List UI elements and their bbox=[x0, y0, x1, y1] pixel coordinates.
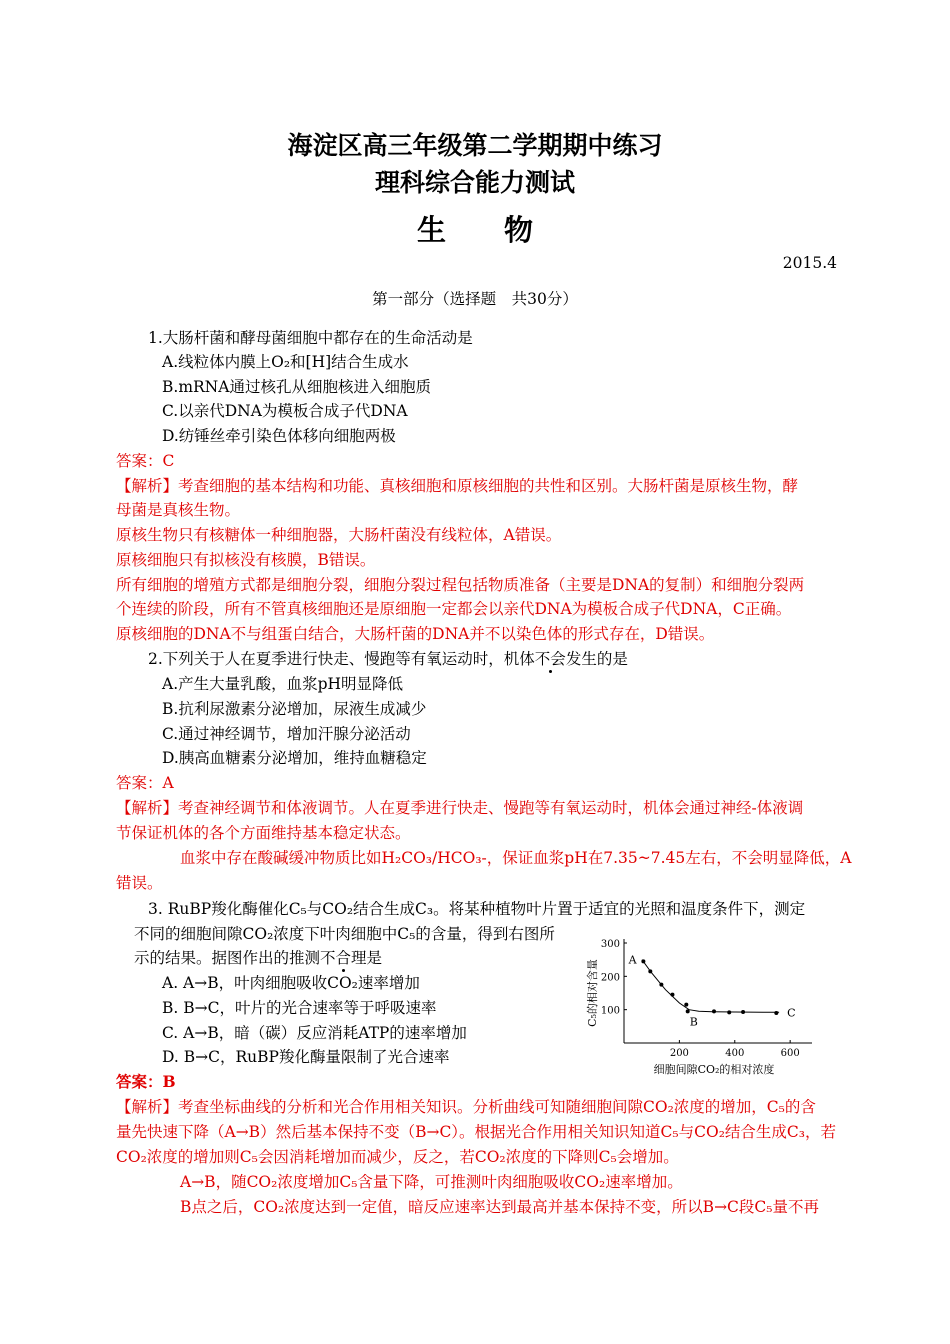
q1-explanation-line: 原核细胞只有拟核没有核膜，B错误。 bbox=[116, 551, 376, 569]
y-tick-label: 300 bbox=[600, 939, 620, 950]
q3-stem-line: 不同的细胞间隙CO₂浓度下叶肉细胞中C₅的含量，得到右图所 bbox=[134, 925, 555, 943]
q2-option-d: D.胰高血糖素分泌增加，维持血糖稳定 bbox=[162, 749, 427, 767]
q2-emphasis-text: 不会 bbox=[534, 650, 566, 668]
q1-explanation-line: 原核生物只有核糖体一种细胞器，大肠杆菌没有线粒体，A错误。 bbox=[116, 526, 562, 544]
q3-explanation-line: A→B，随CO₂浓度增加C₅含量下降，可推测叶肉细胞吸收CO₂速率增加。 bbox=[180, 1173, 683, 1191]
data-point bbox=[774, 1011, 778, 1015]
q3-stem-text: 示的结果。据图作出的推测 bbox=[134, 949, 321, 967]
x-tick-label: 200 bbox=[669, 1048, 689, 1059]
data-point bbox=[727, 1010, 731, 1014]
q1-explanation-line: 所有细胞的增殖方式都是细胞分裂，细胞分裂过程包括物质准备（主要是DNA的复制）和细胞分裂两 bbox=[116, 576, 805, 594]
point-label-b: B bbox=[689, 1015, 698, 1029]
q2-option-a: A.产生大量乳酸，血浆pH明显降低 bbox=[162, 675, 404, 693]
point-label-a: A bbox=[628, 953, 637, 967]
data-point bbox=[659, 983, 663, 987]
q3-stem-text-end: 是 bbox=[366, 949, 383, 967]
q1-explanation-line: 母菌是真核生物。 bbox=[116, 501, 241, 519]
q2-explanation-line: 【解析】考查神经调节和体液调节。人在夏季进行快走、慢跑等有氧运动时，机体会通过神经-体液调 bbox=[116, 799, 804, 817]
subject-title: 生 物 bbox=[416, 213, 533, 247]
exam-date: 2015.4 bbox=[782, 254, 837, 272]
q3-stem-line bbox=[134, 948, 382, 968]
data-point bbox=[712, 1009, 716, 1013]
q1-answer: 答案：C bbox=[116, 452, 175, 470]
q3-explanation-line: CO₂浓度的增加则C₅会因消耗增加而减少，反之，若CO₂浓度的下降则C₅会增加。 bbox=[116, 1148, 679, 1166]
q3-stem: 3. RuBP羧化酶催化C₅与CO₂结合生成C₃。将某种植物叶片置于适宜的光照和温度条件下，测定 bbox=[148, 900, 806, 918]
q3-answer: 答案：B bbox=[116, 1072, 176, 1091]
q3-option-a: A. A→B，叶肉细胞吸收CO₂速率增加 bbox=[162, 974, 420, 992]
document-subtitle: 理科综合能力测试 bbox=[374, 168, 575, 197]
q2-stem bbox=[148, 649, 628, 669]
q3-option-d: D. B→C，RuBP羧化酶量限制了光合速率 bbox=[162, 1048, 450, 1066]
chart-points bbox=[641, 959, 778, 1015]
q2-answer: 答案：A bbox=[116, 774, 174, 792]
q3-emphasis-text: 不合理 bbox=[320, 949, 367, 967]
x-axis-label: 细胞间隙CO₂的相对浓度 bbox=[653, 1063, 775, 1076]
q2-option-b: B.抗利尿激素分泌增加，尿液生成减少 bbox=[162, 700, 427, 718]
chart-axes bbox=[585, 939, 812, 1076]
q3-explanation-line: 【解析】考查坐标曲线的分析和光合作用相关知识。分析曲线可知随细胞间隙CO₂浓度的增加，C₅的含 bbox=[116, 1098, 816, 1116]
q3-option-c: C. A→B，暗（碳）反应消耗ATP的速率增加 bbox=[162, 1024, 467, 1042]
q1-option-b: B.mRNA通过核孔从细胞核进入细胞质 bbox=[162, 378, 431, 396]
data-point bbox=[648, 969, 652, 973]
q2-explanation-line: 节保证机体的各个方面维持基本稳定状态。 bbox=[116, 824, 411, 842]
q2-stem-text-end: 发生的是 bbox=[565, 650, 628, 668]
q2-explanation-line: 错误。 bbox=[116, 874, 163, 892]
y-axis-label: C₅的相对含量 bbox=[586, 959, 599, 1027]
q2-explanation-line: 血浆中存在酸碱缓冲物质比如H₂CO₃/HCO₃-，保证血浆pH在7.35~7.45左右，不会明显降低，A bbox=[180, 849, 852, 867]
document-title: 海淀区高三年级第二学期期中练习 bbox=[287, 131, 663, 160]
data-point bbox=[641, 959, 645, 963]
chart-labels bbox=[628, 954, 796, 1029]
q3-option-b: B. B→C，叶片的光合速率等于呼吸速率 bbox=[162, 999, 437, 1017]
point-label-c: C bbox=[787, 1006, 796, 1020]
c5-content-chart bbox=[584, 935, 820, 1077]
data-point bbox=[684, 1003, 688, 1007]
q1-explanation-line: 原核细胞的DNA不与组蛋白结合，大肠杆菌的DNA并不以染色体的形式存在，D错误。 bbox=[116, 625, 715, 643]
y-tick-label: 100 bbox=[600, 1005, 620, 1017]
q1-explanation-line: 个连续的阶段，所有不管真核细胞还是原细胞一定都会以亲代DNA为模板合成子代DNA，C正确。 bbox=[116, 600, 792, 618]
data-point bbox=[686, 1009, 690, 1013]
q2-stem-text: 2.下列关于人在夏季进行快走、慢跑等有氧运动时，机体 bbox=[148, 650, 535, 668]
q3-explanation-line: 量先快速下降（A→B）然后基本保持不变（B→C）。根据光合作用相关知识知道C₅与CO₂结合生成C₃，若 bbox=[116, 1123, 836, 1141]
q2-option-c: C.通过神经调节，增加汗腺分泌活动 bbox=[162, 725, 411, 743]
data-point bbox=[670, 993, 674, 997]
data-point bbox=[741, 1010, 745, 1014]
q1-stem: 1.大肠杆菌和酵母菌细胞中都存在的生命活动是 bbox=[148, 329, 473, 347]
y-tick-label: 200 bbox=[600, 972, 620, 984]
q1-explanation-line: 【解析】考查细胞的基本结构和功能、真核细胞和原核细胞的共性和区别。大肠杆菌是原核生物，酵 bbox=[116, 477, 799, 495]
q3-explanation-line: B点之后，CO₂浓度达到一定值，暗反应速率达到最高并基本保持不变，所以B→C段C₅量不再 bbox=[180, 1198, 819, 1216]
x-tick-label: 400 bbox=[725, 1048, 745, 1059]
q1-option-c: C.以亲代DNA为模板合成子代DNA bbox=[162, 402, 408, 420]
section-title: 第一部分（选择题 共30分） bbox=[372, 290, 578, 308]
x-tick-label: 600 bbox=[780, 1048, 800, 1059]
q1-option-d: D.纺锤丝牵引染色体移向细胞两极 bbox=[162, 427, 396, 445]
q1-option-a: A.线粒体内膜上O₂和[H]结合生成水 bbox=[162, 353, 409, 371]
